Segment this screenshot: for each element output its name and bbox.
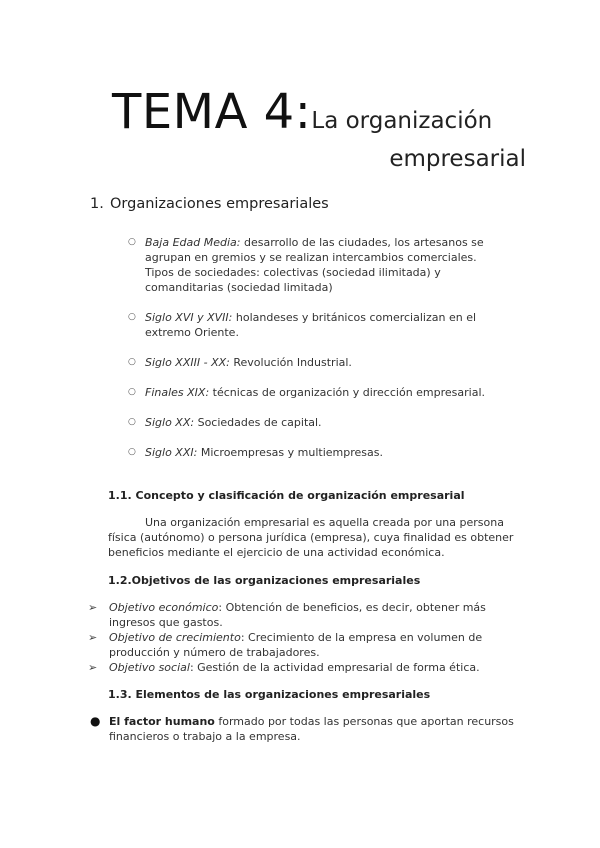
circle-bullet-icon: ○ — [128, 417, 136, 427]
list-item — [88, 630, 528, 660]
circle-bullet-icon: ○ — [128, 312, 136, 322]
list-item-text: : Gestión de la actividad empresarial de forma ética. — [189, 661, 480, 674]
list-item-term: Siglo XVI y XVII: — [145, 311, 233, 324]
concept-paragraph: Una organización empresarial es aquella creada por una persona física (autónomo) o persona jurídica (empresa), cuya finalidad es obtener beneficios mediante el ejercicio de una actividad económica. — [108, 516, 514, 559]
title-subtitle-line1: La organización — [311, 108, 493, 134]
title-subtitle-line2: empresarial — [389, 146, 526, 172]
circle-bullet-icon: ○ — [128, 387, 136, 397]
history-list — [128, 235, 508, 475]
list-item-term: Objetivo económico — [109, 601, 219, 614]
section-heading-text: Organizaciones empresariales — [110, 196, 329, 212]
list-item-text: técnicas de organización y dirección empresarial. — [209, 386, 486, 399]
list-item-term: Objetivo de crecimiento — [109, 631, 241, 644]
list-item-text: Sociedades de capital. — [194, 416, 322, 429]
list-item-term: Siglo XXI: — [145, 446, 198, 459]
elements-list — [88, 714, 528, 744]
list-item-term: Objetivo social — [109, 661, 190, 674]
list-item-text: : Crecimiento de la empresa en volumen de producción y número de trabajadores. — [109, 631, 483, 659]
list-item — [128, 310, 508, 340]
list-item-term: El factor humano — [109, 715, 215, 728]
list-item-term: Baja Edad Media: — [145, 236, 241, 249]
list-item-text: desarrollo de las ciudades, los artesanos se agrupan en gremios y se realizan intercambios comerciales. Tipos de sociedades: colectivas (sociedad ilimitada) y comanditarias (sociedad limitada) — [145, 236, 484, 294]
circle-bullet-icon: ○ — [128, 237, 136, 247]
section-number: 1. — [90, 196, 104, 212]
list-item-term: Siglo XXIII - XX: — [145, 356, 230, 369]
subsection-heading-1-3: 1.3. Elementos de las organizaciones empresariales — [108, 688, 431, 701]
list-item — [128, 385, 508, 400]
list-item — [88, 714, 528, 744]
list-item-term: Siglo XX: — [145, 416, 195, 429]
circle-bullet-icon: ○ — [128, 357, 136, 367]
list-item-text: : Obtención de beneficios, es decir, obtener más ingresos que gastos. — [109, 601, 486, 629]
dot-bullet-icon: ● — [90, 714, 101, 728]
title-tema: TEMA 4: — [112, 84, 312, 140]
arrow-bullet-icon: ➢ — [88, 661, 98, 674]
objectives-list — [88, 600, 528, 675]
arrow-bullet-icon: ➢ — [88, 601, 98, 614]
list-item — [128, 235, 508, 295]
list-item-text: Microempresas y multiempresas. — [197, 446, 383, 459]
list-item — [128, 355, 508, 370]
list-item — [88, 600, 528, 630]
list-item — [128, 415, 508, 430]
list-item-text: formado por todas las personas que aportan recursos financieros o trabajo a la empresa. — [109, 715, 514, 743]
list-item-text: Revolución Industrial. — [229, 356, 352, 369]
document-title — [112, 84, 492, 140]
section-heading — [90, 196, 329, 212]
list-item-text: holandeses y británicos comercializan en el extremo Oriente. — [145, 311, 477, 339]
subsection-heading-1-2: 1.2.Objetivos de las organizaciones empresariales — [108, 574, 421, 587]
list-item — [128, 445, 508, 460]
list-item — [88, 660, 528, 675]
list-item-term: Finales XIX: — [145, 386, 210, 399]
arrow-bullet-icon: ➢ — [88, 631, 98, 644]
circle-bullet-icon: ○ — [128, 447, 136, 457]
subsection-heading-1-1: 1.1. Concepto y clasificación de organización empresarial — [108, 489, 465, 502]
